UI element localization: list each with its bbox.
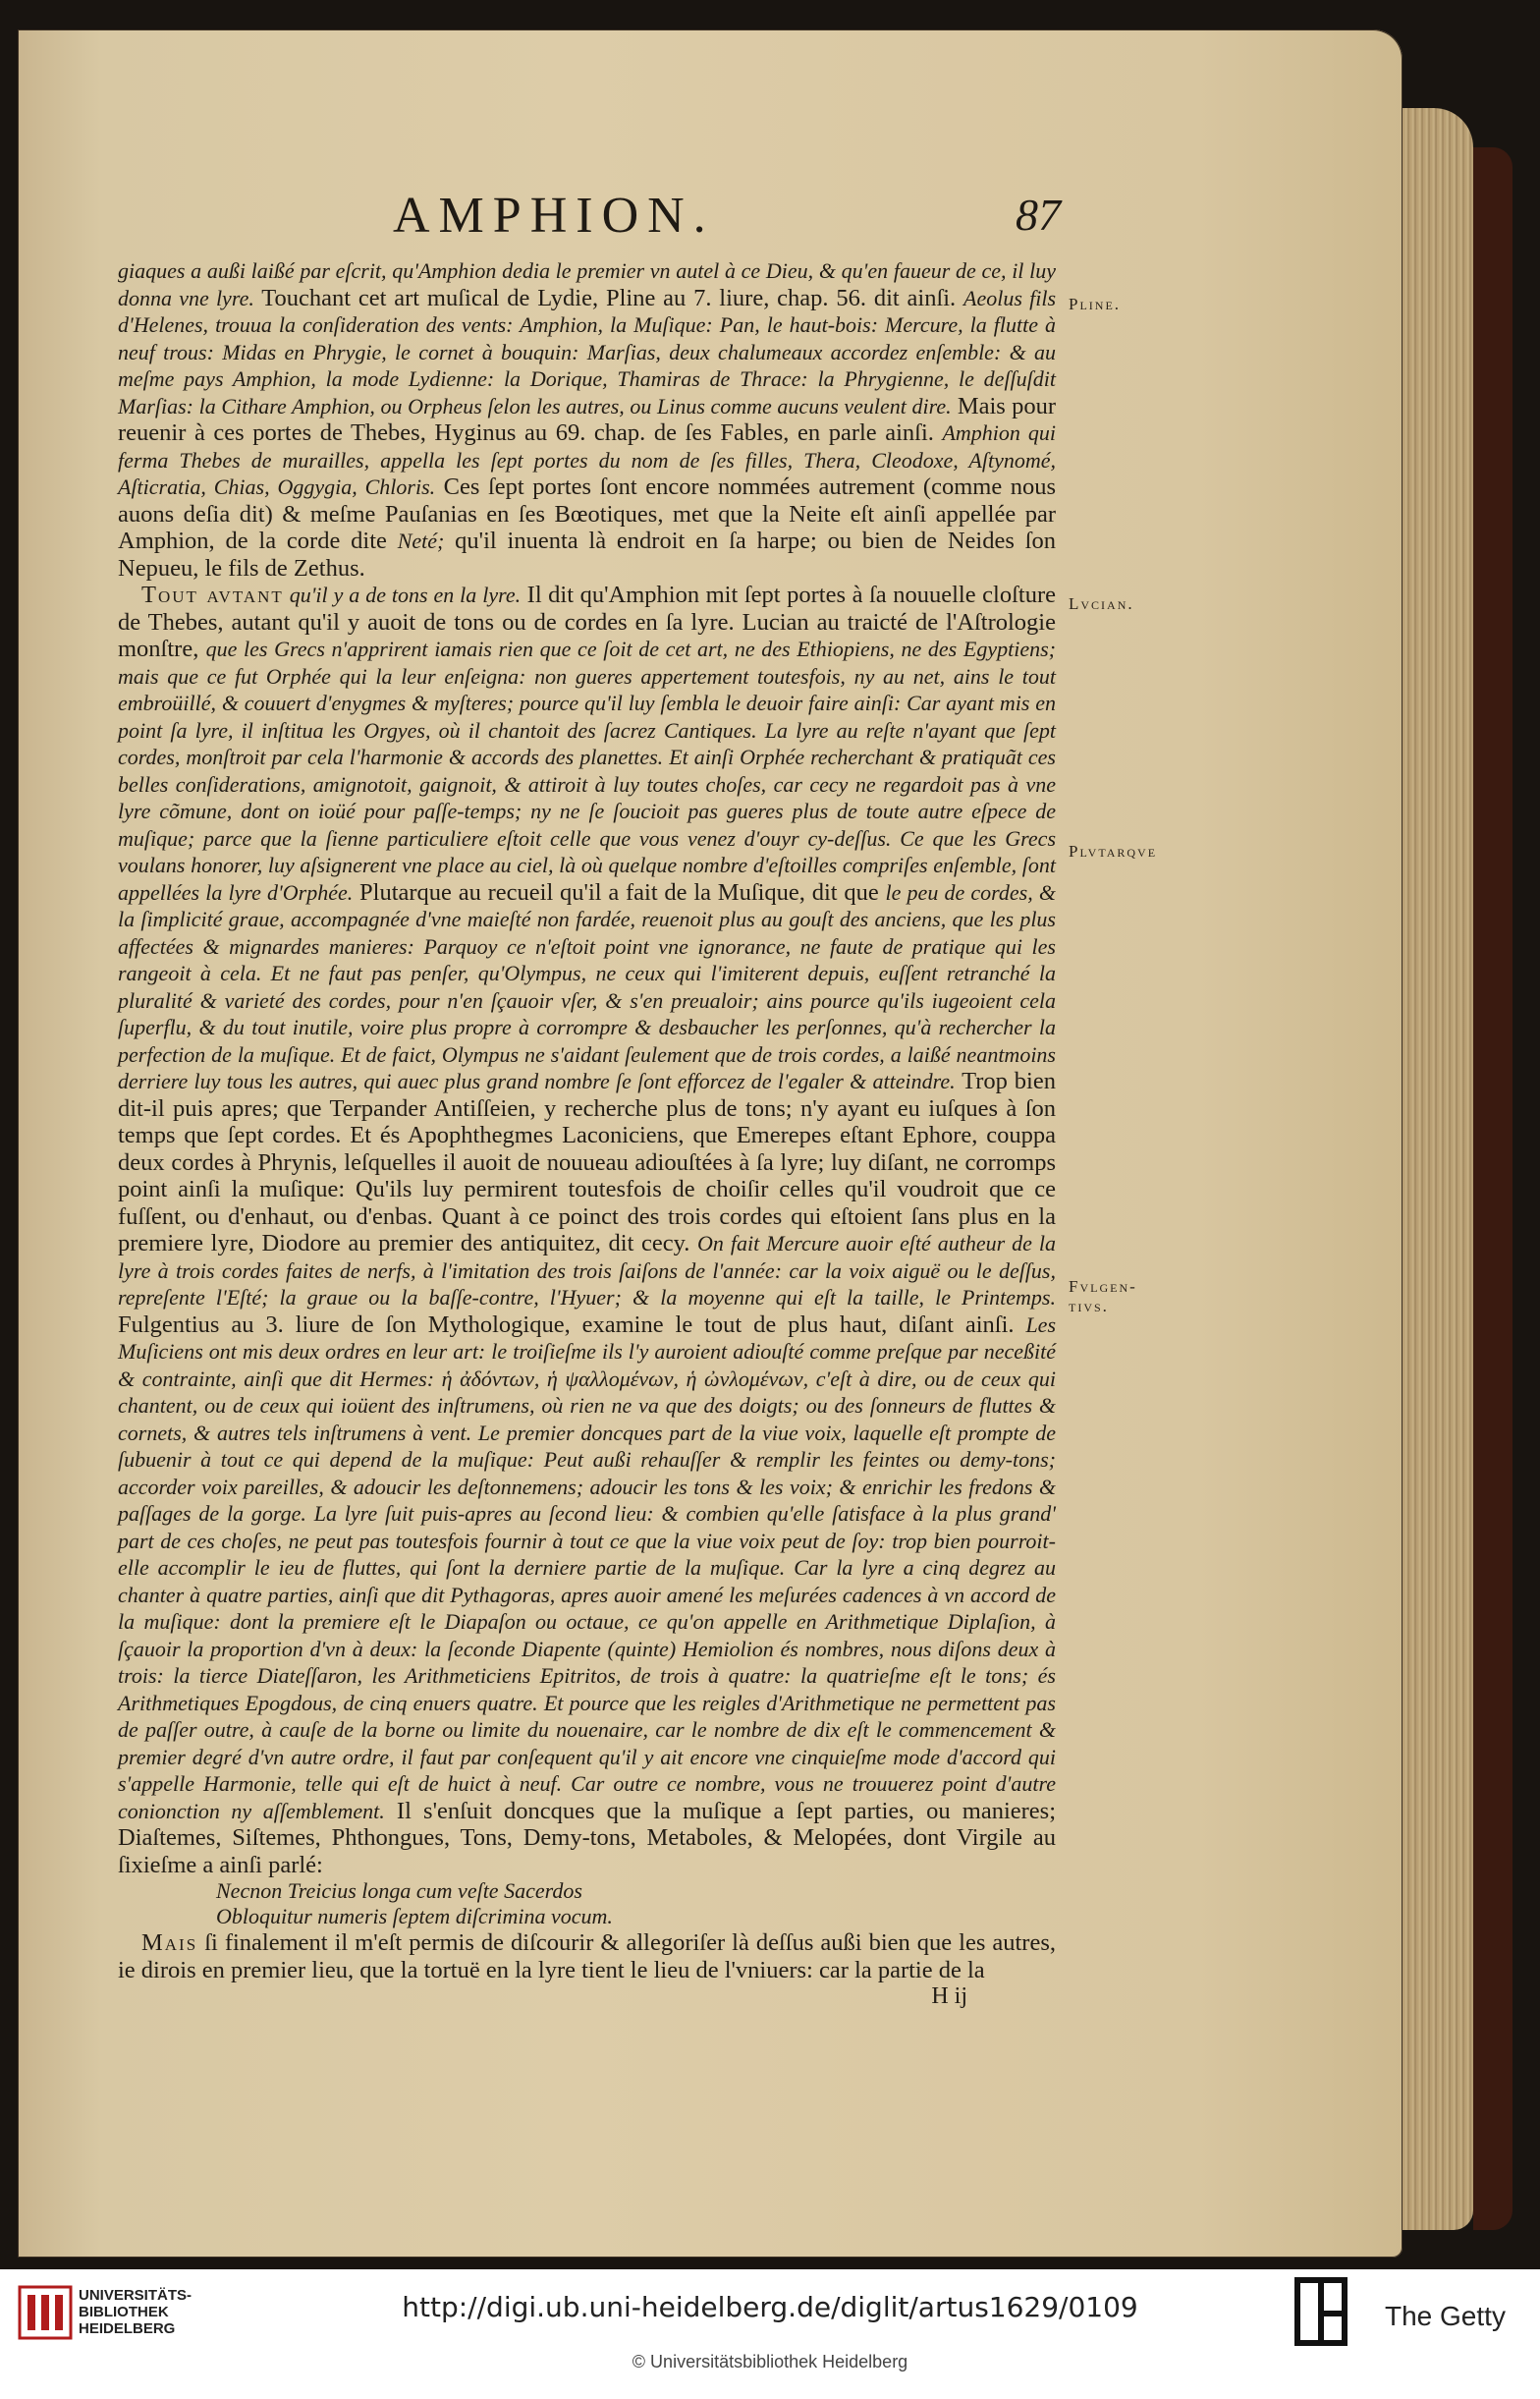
- margin-note-plutarque: Plvtarqve: [1069, 842, 1158, 861]
- text-run: Fulgentius au 3. liure de ſon Mythologique, examine le tout de plus haut, diſant ainſi.: [118, 1311, 1026, 1338]
- italic-quote: giaques a außi laißé par eſcrit, qu'Amphion dedia le premier vn autel à ce Dieu, & qu'en faueur de ce, il luy donna vne lyre.: [118, 258, 1056, 310]
- italic-quote: que les Grecs n'apprirent iamais rien que ce ſoit de cet art, ne des Ethiopiens, ne des Egyptiens; mais que ce fut Orphée qui la leur enſeigna: non gueres appertement toutesfois, ny au net, ains le tout embroüillé, & couuert d'enygmes & myſteres; pource qu'il luy ſembla le deuoir faire ainſi: Car ayant mis en point ſa lyre, il inſtitua les Orgyes, où il chantoit des ſacrez Cantiques. La lyre au reſte n'ayant que ſept cordes, monſtroit par cela l'harmonie & accords des planettes. Et ainſi Orphée recherchant & pratiquãt ces belles conſiderations, amignotoit, gaignoit, & attiroit à luy toutes choſes, car cecy ne regardoit pas à vne lyre cõmune, dont on ioüé pour paſſe-temps; ny ne ſe ſoucioit pas gueres plus de toute autre eſpece de muſique; parce que la ſienne particuliere eſtoit celle que vous venez d'ouyr cy-deſſus. Ce que les Grecs voulans honorer, luy aſsignerent vne place au ciel, là où quelque nombre d'eſtoilles compriſes enſemble, ſont appellées la lyre d'Orphée.: [118, 637, 1056, 905]
- main-text: [118, 257, 1056, 2011]
- getty-label: The Getty: [1385, 2301, 1506, 2331]
- small-caps-lead: Mais: [141, 1929, 198, 1956]
- verse-line: Obloquitur numeris ſeptem diſcrimina vocum.: [216, 1904, 613, 1928]
- italic-quote: Aeolus fils d'Helenes, trouua la conſideration des vents: Amphion, la Muſique: Pan, le haut-bois: Mercure, la flutte à neuf trous: Midas en Phrygie, le cornet à bouquin: Marſias, deux chalumeaux accordez enſemble: & au meſme pays Amphion, la mode Lydienne: la Dorique, Thamiras de Thrace: la Phrygienne, le deſſuſdit Marſias: la Cithare Amphion, ou Orpheus ſelon les autres, ou Linus comme aucuns veulent dire.: [118, 285, 1057, 418]
- text-run: Ces ſept portes ſont encore nommées autrement (comme nous auons deſia dit) & meſme Pauſanias en ſes Bœotiques, met que la Neite eſt ainſi appellée par Amphion, de la corde dite: [118, 474, 1056, 554]
- margin-note-pline: Pline.: [1069, 295, 1122, 313]
- viewer-footer: [0, 2269, 1540, 2399]
- text-run: Mais pour reuenir à ces portes de Thebes, Hyginus au 69. chap. de ſes Fables, en parle ainſi.: [118, 392, 1056, 446]
- italic-quote: Amphion qui ferma Thebes de murailles, appella les ſept portes du nom de ſes filles, Thera, Cleodoxe, Aſtynomé, Aſticratia, Chias, Oggygia, Chloris.: [118, 420, 1056, 499]
- text-run: qu'il inuenta là endroit en ſa harpe; ou bien de Neides ſon Nepueu, le fils de Zethus.: [118, 528, 1056, 582]
- text-run: Trop bien dit-il puis apres; que Terpander Antiſſeien, y recherche plus de tons; n'y ayant eu iuſques à ſon temps que ſept cordes. Et és Apophthegmes Laconiciens, que Emerepes eſtant Ephore, couppa deux cordes à Phrynis, leſquelles il auoit de nouueau adiouſtées à ſa lyre; luy diſant, ne corromps point ainſi la muſique: Qu'ils luy permirent toutesfois de choiſir celles qu'il voudroit que ce fuſſent, ou d'enhaut, ou d'enbas. Quant à ce poinct des trois cordes qui eſtoient ſans plus en la premiere lyre, Diodore au premier des antiquitez, dit cecy.: [118, 1068, 1056, 1256]
- italic-quote: On fait Mercure auoir eſté autheur de la lyre à trois cordes faites de nerfs, à l'imitation des trois ſaiſons de l'année: car la voix aiguë ou le deſſus, repreſente l'Eſté; la graue ou la baſſe-contre, l'Hyuer; & la moyenne qui eſt la taille, le Printemps.: [118, 1231, 1056, 1310]
- library-name-line: BIBLIOTHEK: [79, 2304, 169, 2320]
- verse-line: Necnon Treicius longa cum veſte Sacerdos: [216, 1878, 582, 1903]
- page-number: 87: [1016, 190, 1061, 240]
- copyright-notice: © Universitätsbibliothek Heidelberg: [632, 2352, 908, 2371]
- running-title: AMPHION.: [393, 188, 715, 244]
- library-name-line: UNIVERSITÄTS-: [79, 2287, 192, 2304]
- italic-quote: Neté;: [397, 529, 445, 553]
- verse-quote: [118, 1878, 1056, 1929]
- text-run: Plutarque au recueil qu'il a fait de la Muſique, dit que: [353, 878, 886, 906]
- italic-quote: qu'il y a de tons en la lyre.: [283, 583, 522, 607]
- library-name-line: HEIDELBERG: [79, 2320, 176, 2337]
- getty-logo-icon: [1294, 2277, 1348, 2346]
- signature-mark: H ij: [931, 1983, 967, 2009]
- paragraph-2: [118, 582, 1056, 1878]
- text-run: Il dit qu'Amphion mit ſept portes à ſa nouuelle cloſture de Thebes, autant qu'il y auoit de tons ou de cordes en ſa lyre. Lucian au traicté de l'Aſtrologie monſtre,: [118, 582, 1056, 662]
- text-run: Il s'enſuit doncques que la muſique a ſept parties, ou manieres; Diaſtemes, Siſtemes, Phthongues, Tons, Demy-tons, Metaboles, & Melopées, dont Virgile au ſixieſme a ainſi parlé:: [118, 1797, 1056, 1878]
- permalink-url[interactable]: http://digi.ub.uni-heidelberg.de/diglit/artus1629/0109: [402, 2291, 1138, 2323]
- margin-note-line: Fvlgen-: [1069, 1277, 1137, 1296]
- small-caps-lead: Tout avtant: [141, 582, 284, 608]
- italic-quote: Les Muſiciens ont mis deux ordres en leur art: le troiſieſme ils l'y auroient adiouſté comme preſque par neceßité & contrainte, ainſi que dit Hermes: ἡ ἀδόντων, ἡ ψαλλομένων, ἡ ὠνλομένων, c'eſt à dire, ou de ceux qui chantent, ou de ceux qui ioüent des inſtrumens, où rien ne va que des doigts; ou des ſonneurs de fluttes & cornets, & autres tels inſtrumens à vent. Le premier doncques part de la viue voix, laquelle eſt prompte de ſubuenir à tout ce qui depend de la muſique: Peut außi rehauſſer & remplir les feintes ou demy-tons; accorder voix pareilles, & adoucir les deſtonnemens; adoucir les tons & les voix; & enrichir les fredons & paſſages de la gorge. La lyre ſuit puis-apres au ſecond lieu: & combien qu'elle ſatisface à la plus grand' part de ces choſes, ne peut pas toutesfois fournir à tout ce que la viue voix peut de ſoy: trop bien pourroit-elle accomplir le ieu de fluttes, qui ſont la derniere partie de la muſique. Car la lyre a cinq degrez au chanter à quatre parties, ainſi que dit Pythagoras, apres auoir amené les meſurées cadences à vn accord de la muſique: dont la premiere eſt le Diapaſon ou octaue, ce qu'on appelle en Arithmetique Diplaſion, à ſçauoir la proportion d'vn à deux: la ſeconde Diapente (quinte) Hemiolion és nombres, nous diſons deux à trois: la tierce Diateſſaron, les Arithmeticiens Epitritos, de trois à quatre: la quatrieſme eſt le tons; és Arithmetiques Epogdous, de cinq enuers quatre. Et pource que les reigles d'Arithmetique ne permettent pas de paſſer outre, à cauſe de la borne ou limite du nouenaire, car le nombre de dix eſt le commencement & premier degré d'vn autre ordre, il faut par conſequent qu'il y ait encore vne cinquieſme mode d'accord qui s'appelle Harmonie, telle qui eſt de huict à neuf. Car outre ce nombre, vous ne trouuerez point d'autre conionction ny aſſemblement.: [118, 1311, 1056, 1823]
- paragraph-1: [118, 257, 1056, 582]
- text-run: Touchant cet art muſical de Lydie, Pline au 7. liure, chap. 56. dit ainſi.: [253, 284, 964, 311]
- margin-note-fulgentius: [1069, 1277, 1137, 1316]
- italic-quote: le peu de cordes, & la ſimplicité graue, accompagnée d'vne maieſté non fardée, reuenoit plus au gouſt des anciens, que les plus affectées & mignardes manieres: Parquoy ce n'eſtoit point vne ignorance, ne faute de pratique qui les rangeoit à cela. Et ne faut pas penſer, qu'Olympus, ne ceux qui l'imiterent depuis, euſſent retranché la pluralité & varieté des cordes, pour n'en ſçauoir vſer, & s'en preualoir; ains pource qu'ils iugeoient cela ſuperflu, & du tout inutile, voire plus propre à corrompre & desbaucher les perſonnes, qu'à rechercher la perfection de la muſique. Et de faict, Olympus ne s'aidant ſeulement que de trois cordes, a laißé neantmoins derriere luy tous les autres, qui auec plus grand nombre ſe ſont efforcez de l'egaler & atteindre.: [118, 879, 1056, 1093]
- margin-note-line: tivs.: [1069, 1297, 1109, 1315]
- margin-note-lucian: Lvcian.: [1069, 594, 1134, 613]
- text-run: ſi finalement il m'eſt permis de diſcourir & allegoriſer là deſſus außi bien que les autres, ie dirois en premier lieu, que la tortuë en la lyre tient le lieu de l'vniuers: car la partie de la: [118, 1929, 1056, 1983]
- book-spine: [1473, 147, 1512, 2230]
- page-header: [118, 187, 1061, 246]
- paragraph-3: [118, 1929, 1056, 1983]
